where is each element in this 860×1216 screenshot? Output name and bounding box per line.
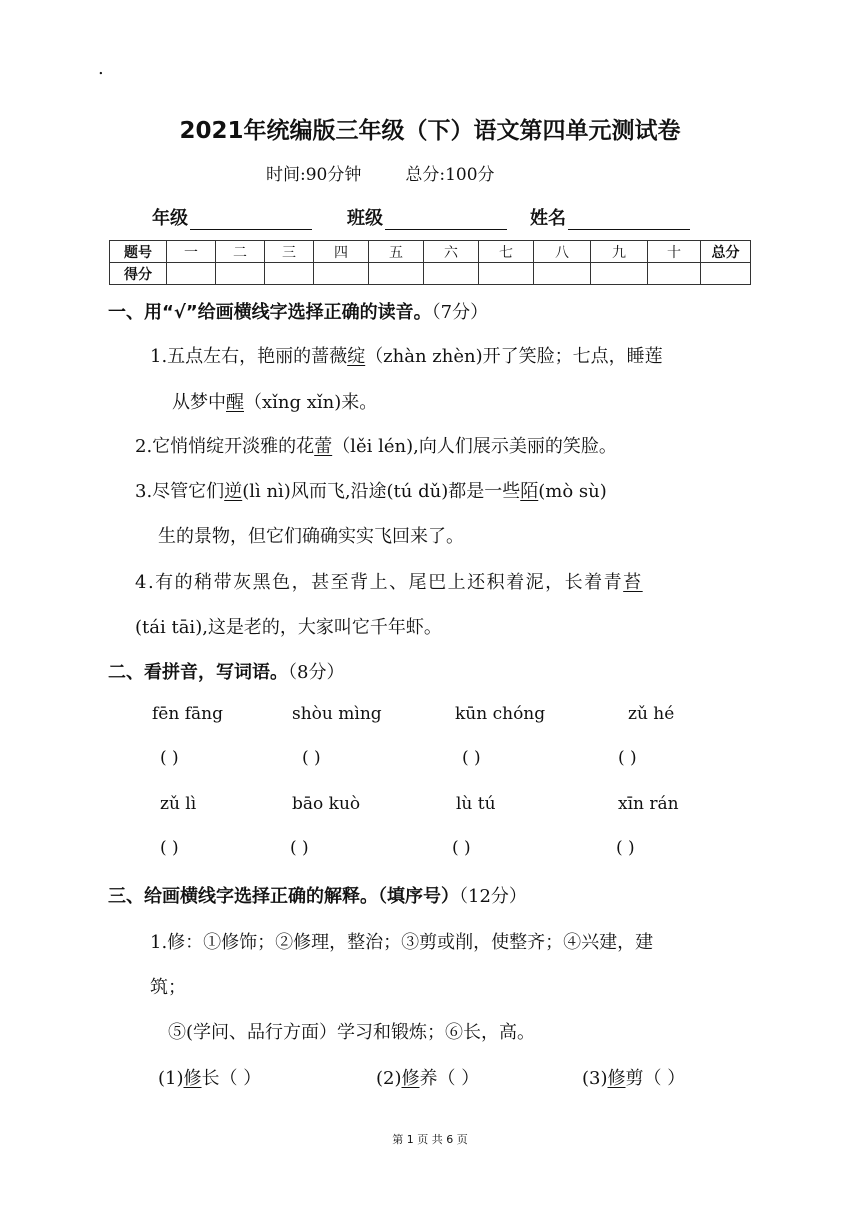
score-cell[interactable] bbox=[534, 263, 591, 285]
section3-heading: 三、给画横线字选择正确的解释。（填序号）（12分） bbox=[108, 886, 527, 907]
score-table bbox=[109, 240, 751, 285]
score-cell[interactable] bbox=[167, 263, 216, 285]
answer-blank[interactable]: ( ) bbox=[160, 748, 179, 768]
section1-heading: 一、用“√”给画横线字选择正确的读音。（7分） bbox=[108, 302, 489, 323]
header-cell: 七 bbox=[479, 241, 534, 263]
header-cell: 六 bbox=[424, 241, 479, 263]
grade-label: 年级 bbox=[152, 208, 188, 229]
score-cell[interactable] bbox=[369, 263, 424, 285]
answer-blank[interactable]: ( ) bbox=[462, 748, 481, 768]
pinyin-item: zǔ hé bbox=[628, 704, 675, 724]
header-cell: 九 bbox=[591, 241, 648, 263]
header-cell: 五 bbox=[369, 241, 424, 263]
class-blank[interactable] bbox=[385, 207, 507, 230]
corner-dot: . bbox=[98, 58, 104, 79]
score-cell[interactable] bbox=[701, 263, 751, 285]
section3-item-3: (3)修剪（ ） bbox=[582, 1068, 686, 1089]
section1-q2: 2.它悄悄绽开淡雅的花蕾（lěi lén),向人们展示美丽的笑脸。 bbox=[135, 436, 617, 457]
answer-blank[interactable]: ( ) bbox=[616, 838, 635, 858]
class-field bbox=[347, 204, 507, 230]
pinyin-item: xīn rán bbox=[618, 794, 679, 814]
answer-blank[interactable]: ( ) bbox=[160, 838, 179, 858]
header-cell: 十 bbox=[648, 241, 701, 263]
section1-q1-line2: 从梦中醒（xǐng xǐn)来。 bbox=[172, 392, 378, 413]
section1-q3-line2: 生的景物，但它们确确实实飞回来了。 bbox=[158, 526, 464, 547]
total-score: 总分:100分 bbox=[405, 165, 495, 185]
header-cell: 总分 bbox=[701, 241, 751, 263]
pinyin-item: zǔ lì bbox=[160, 794, 197, 814]
score-cell[interactable] bbox=[479, 263, 534, 285]
grade-field bbox=[152, 204, 312, 230]
time-limit: 时间:90分钟 bbox=[266, 165, 362, 185]
answer-blank[interactable]: ( ) bbox=[618, 748, 637, 768]
score-cell[interactable] bbox=[265, 263, 314, 285]
name-blank[interactable] bbox=[568, 207, 690, 230]
score-table-score-row bbox=[110, 263, 751, 285]
score-row-label: 得分 bbox=[110, 263, 167, 285]
header-cell: 三 bbox=[265, 241, 314, 263]
header-cell: 八 bbox=[534, 241, 591, 263]
header-cell: 四 bbox=[314, 241, 369, 263]
pinyin-item: shòu mìng bbox=[292, 704, 382, 724]
section1-q4-line1: 4.有的稍带灰黑色，甚至背上、尾巴上还积着泥，长着青苔 bbox=[135, 572, 643, 593]
score-cell[interactable] bbox=[216, 263, 265, 285]
class-label: 班级 bbox=[347, 208, 383, 229]
section2-heading: 二、看拼音，写词语。（8分） bbox=[108, 662, 345, 683]
section3-item-1: (1)修长（ ） bbox=[158, 1068, 262, 1089]
header-cell: 题号 bbox=[110, 241, 167, 263]
pinyin-item: kūn chóng bbox=[455, 704, 546, 724]
score-cell[interactable] bbox=[648, 263, 701, 285]
section3-definition-line1: 1.修：①修饰；②修理，整治；③剪或削，使整齐；④兴建，建 bbox=[150, 932, 654, 953]
section1-q1-line1: 1.五点左右，艳丽的蔷薇绽（zhàn zhèn)开了笑脸；七点，睡莲 bbox=[150, 346, 663, 367]
header-cell: 二 bbox=[216, 241, 265, 263]
section3-definition-line2: 筑； bbox=[150, 977, 186, 998]
score-cell[interactable] bbox=[591, 263, 648, 285]
section3-definition-line3: ⑤(学问、品行方面）学习和锻炼；⑥长，高。 bbox=[168, 1022, 536, 1043]
pinyin-item: lù tú bbox=[456, 794, 496, 814]
grade-blank[interactable] bbox=[190, 207, 312, 230]
score-cell[interactable] bbox=[314, 263, 369, 285]
page-title: 2021年统编版三年级（下）语文第四单元测试卷 bbox=[179, 118, 681, 144]
pinyin-item: bāo kuò bbox=[292, 794, 361, 814]
name-field bbox=[530, 204, 690, 230]
header-cell: 一 bbox=[167, 241, 216, 263]
score-table-header-row bbox=[110, 241, 751, 263]
section1-q4-line2: (tái tāi),这是老的，大家叫它千年虾。 bbox=[135, 617, 442, 638]
pinyin-item: fēn fāng bbox=[152, 704, 223, 724]
answer-blank[interactable]: ( ) bbox=[452, 838, 471, 858]
score-cell[interactable] bbox=[424, 263, 479, 285]
section1-q3-line1: 3.尽管它们逆(lì nì)风而飞,沿途(tú dǔ)都是一些陌(mò sù) bbox=[135, 481, 607, 502]
section3-item-2: (2)修养（ ） bbox=[376, 1068, 480, 1089]
name-label: 姓名 bbox=[530, 208, 566, 229]
answer-blank[interactable]: ( ) bbox=[302, 748, 321, 768]
answer-blank[interactable]: ( ) bbox=[290, 838, 309, 858]
exam-meta bbox=[266, 160, 539, 185]
page-footer: 第 1 页 共 6 页 bbox=[392, 1133, 468, 1146]
